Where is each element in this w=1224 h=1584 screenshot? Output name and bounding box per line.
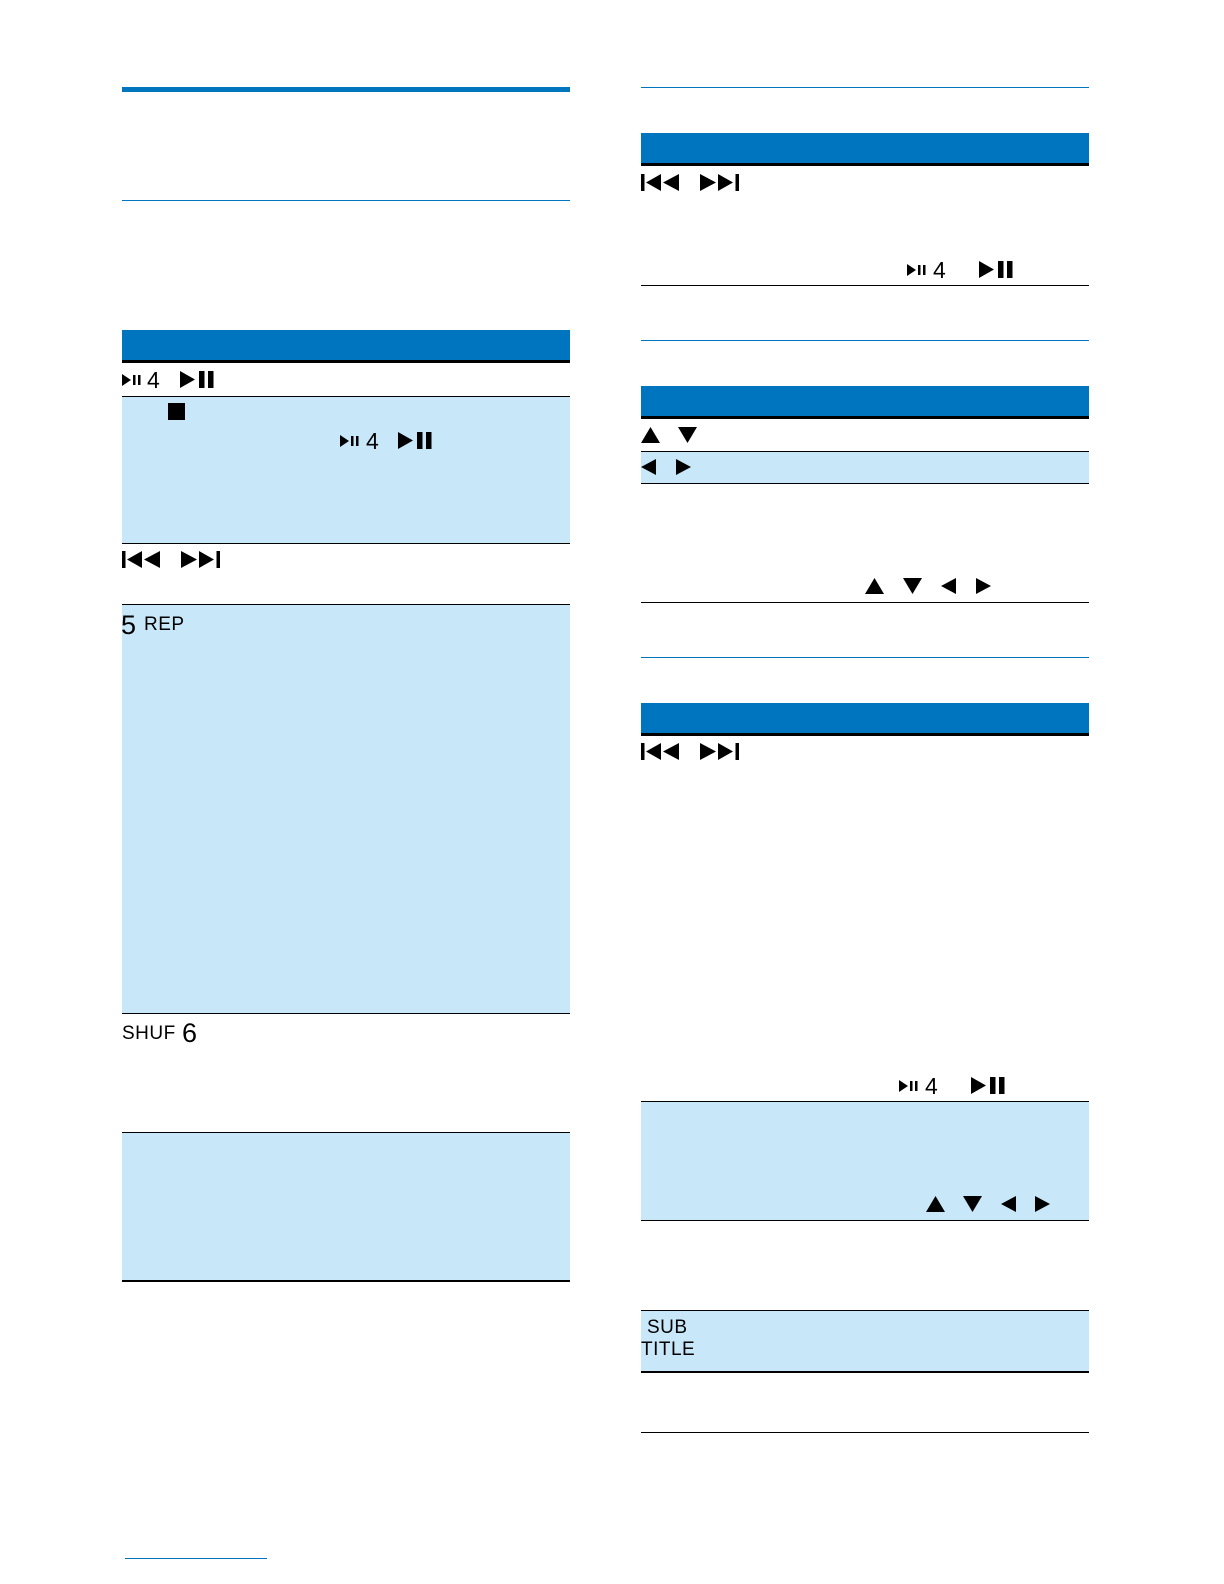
table-row-highlight <box>122 397 570 543</box>
right-arrow-icon <box>1035 1196 1050 1212</box>
table-bottom-rule <box>122 1280 570 1282</box>
play-pause-icon <box>340 434 362 448</box>
play-pause-button-icon <box>180 371 216 388</box>
up-arrow-icon <box>865 578 884 594</box>
up-arrow-icon <box>641 427 660 443</box>
table-header-rule <box>122 360 570 363</box>
row-divider <box>641 483 1089 484</box>
key-number: 5 <box>121 610 137 640</box>
table-header <box>641 386 1089 416</box>
table-header-rule <box>641 416 1089 419</box>
row-divider <box>641 1371 1089 1373</box>
play-pause-icon <box>122 373 144 387</box>
row-divider <box>641 1220 1089 1221</box>
table-bottom-rule <box>641 285 1089 286</box>
subtitle-key-label: SUB <box>647 1317 688 1338</box>
play-pause-icon <box>907 263 929 277</box>
left-arrow-icon <box>941 578 956 594</box>
key-number: 6 <box>182 1018 198 1048</box>
left-arrow-icon <box>641 459 656 475</box>
key-label: SHUF <box>122 1023 176 1044</box>
down-arrow-icon <box>903 578 922 594</box>
row-divider <box>122 1013 570 1014</box>
key-number: 4 <box>933 257 946 283</box>
next-track-icon <box>181 551 221 568</box>
key-label: REP <box>144 614 185 635</box>
play-pause-button-icon <box>398 432 434 449</box>
table-header <box>641 703 1089 733</box>
table-row-highlight <box>122 605 570 1013</box>
key-number: 4 <box>147 367 160 393</box>
section-divider <box>122 200 570 201</box>
section-divider <box>641 657 1089 658</box>
play-pause-icon <box>899 1079 921 1093</box>
table-header <box>122 330 570 360</box>
left-arrow-icon <box>1001 1196 1016 1212</box>
prev-track-icon <box>122 551 162 568</box>
table-header <box>641 133 1089 163</box>
section-divider <box>641 87 1089 88</box>
right-arrow-icon <box>676 459 691 475</box>
prev-track-icon <box>641 743 681 760</box>
play-pause-button-icon <box>971 1077 1007 1094</box>
key-number: 4 <box>925 1073 938 1099</box>
row-divider <box>122 543 570 544</box>
play-pause-button-icon <box>979 261 1015 278</box>
table-row-highlight <box>641 452 1089 483</box>
down-arrow-icon <box>678 427 697 443</box>
table-bottom-rule <box>641 1432 1089 1433</box>
table-row-highlight <box>641 1102 1089 1220</box>
table-row-highlight <box>641 1311 1089 1371</box>
table-row-highlight <box>122 1133 570 1280</box>
prev-track-icon <box>641 174 681 191</box>
key-number: 4 <box>366 428 379 454</box>
next-track-icon <box>700 174 740 191</box>
table-bottom-rule <box>641 602 1089 603</box>
up-arrow-icon <box>926 1196 945 1212</box>
stop-icon <box>168 403 185 420</box>
footnote-rule <box>125 1558 267 1559</box>
section-divider <box>641 340 1089 341</box>
subtitle-key-label: TITLE <box>641 1339 696 1360</box>
table-header-rule <box>641 733 1089 736</box>
next-track-icon <box>700 743 740 760</box>
section-top-rule <box>122 87 570 92</box>
down-arrow-icon <box>963 1196 982 1212</box>
table-header-rule <box>641 163 1089 166</box>
right-arrow-icon <box>976 578 991 594</box>
